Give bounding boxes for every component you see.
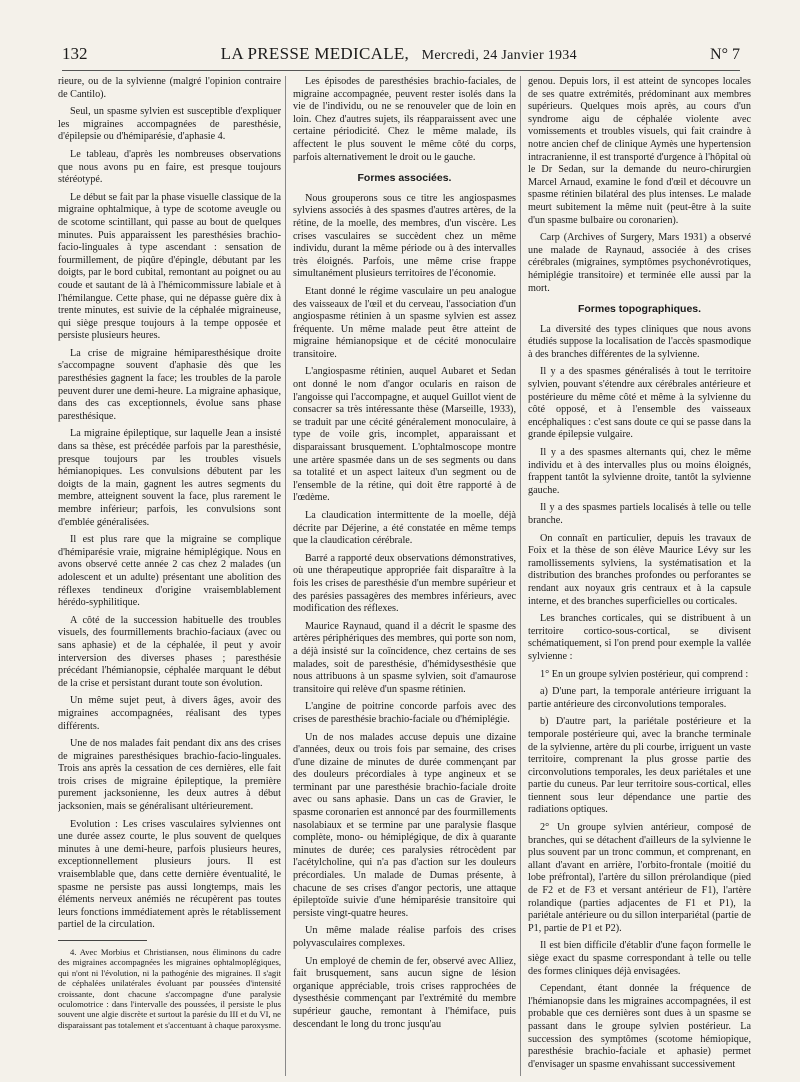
paragraph: Il est plus rare que la migraine se complique d'hémiparésie vraie, migraine hémiplégique. Nous en avons observé cette année 2 cas chez 2 malades (un adolescent et un adulte) présentant une abolition des réflexes tendineux d'origine vraisemblablement hérédo-syphilitique. bbox=[58, 534, 281, 609]
paragraph: genou. Depuis lors, il est atteint de syncopes locales de ses quatre extrémités, prédominant aux membres supérieurs. Quelques mois après, au cours d'un syndrome aigu de céphalée violente avec vomissements et troubles visuels, qui fait craindre à notre ancien chef de clinique Aymès une hypertension intracranienne, il est transporté d'urgence à l'hôpital où le Dr Sedan, sur la demande du neuro-chirurgien Marcel Arnaud, examine le fond d'œil et découvre un spasme rétinien bilatéral des plus intenses. Le malade meurt subitement la même nuit (peut-être à la suite d'un spasme bulbaire ou coronarien). bbox=[528, 76, 751, 226]
paragraph: Seul, un spasme sylvien est susceptible d'expliquer les migraines accompagnées de paresthésie, d'épilepsie ou d'hémiparésie, d'aphasie 4. bbox=[58, 106, 281, 143]
section-heading: Formes topographiques. bbox=[577, 303, 702, 316]
publication-title: LA PRESSE MEDICALE, bbox=[220, 44, 410, 63]
paragraph: Carp (Archives of Surgery, Mars 1931) a observé une malade de Raynaud, associée à des crises cérébrales (migraines, symptômes psychonévrotiques, hémiplégie transitoire) et terminée elle aussi par la mort. bbox=[528, 232, 751, 294]
paragraph: On connaît en particulier, depuis les travaux de Foix et la thèse de son élève Maurice Lévy sur les ramollissements sylviens, la systématisation et la distribution des branches profondes ou perforantes se rendant aux noyaux gris centraux et à la capsule interne, et des branches superficielles ou corticales. bbox=[528, 532, 751, 607]
paragraph: Un même malade réalise parfois des crises polyvasculaires complexes. bbox=[293, 925, 516, 949]
paragraph: Nous grouperons sous ce titre les angiospasmes sylviens associés à des spasmes d'autres artères, de la rétine, de la moelle, des membres, d'un viscère. Les crises vasculaires se succèdent chez un même individu, durant la même période ou à des intervalles très éloignés. Parfois, une même crise frappe simultanément plusieurs territoires de l'économie. bbox=[293, 192, 516, 280]
paragraph: 1° En un groupe sylvien postérieur, qui comprend : bbox=[540, 668, 749, 680]
masthead bbox=[221, 44, 577, 64]
paragraph: Maurice Raynaud, quand il a décrit le spasme des artères périphériques des membres, qui porte son nom, a déjà insisté sur la coïncidence, chez certains de ses malades, soit de paresthésie, d'hémidysesthésie que nous attribuons à un spasme sylvien, soit d'amaurose transitoire qui relève d'un spasme rétinien. bbox=[293, 620, 516, 695]
paragraph: Un de nos malades accuse depuis une dizaine d'années, deux ou trois fois par semaine, des crises d'une dizaine de minutes de durée commençant par des douleurs précordiales à type angineux et se terminant par une paresthésie brachio-faciale droite avec ou sans aphasie. Dans un cas de Gravier, le spasme coronarien est annoncé par des fourmillements nasolabiaux et se termine par une paralysie flasque complète, mono- ou hémiplégique, de dix à quarante minutes de durée; ces paralysies rétrocèdent par l'acétylcholine, qui n'a pas d'action sur les douleurs précordiales. Un malade de Dumas présente, à chacune de ses crises d'angor pectoris, une attaque épileptoïde suivie d'une hémiparésie transitoire qui persiste vingt-quatre heures. bbox=[293, 731, 516, 919]
paragraph: Il est bien difficile d'établir d'une façon formelle le siège exact du spasme correspondant à telle ou telle des formes cliniques déjà envisagées. bbox=[528, 940, 751, 977]
column-1 bbox=[58, 76, 281, 1076]
paragraph: Cependant, étant donnée la fréquence de l'hémianopsie dans les migraines accompagnées, il est probable que ces dernières sont dues à un spasme se passant dans le groupe sylvien postérieur. La succession des symptômes (scotome hémiopique, paresthésie brachio-faciale et aphasie) permet d'envisager un spasme envahissant successivement bbox=[528, 983, 751, 1070]
paragraph: Un même sujet peut, à divers âges, avoir des migraines accompagnées, réalisant des types différents. bbox=[58, 695, 281, 732]
paragraph: Les branches corticales, qui se distribuent à un territoire cortico-sous-cortical, se divisent schématiquement, si l'on prend pour exemple la vallée sylvienne : bbox=[528, 613, 751, 662]
footnote: 4. Avec Morbius et Christiansen, nous éliminons du cadre des migraines accompagnées les migraines ophtalmoplégiques, qui n'ont ni l'évolution, ni la pathogénie des migraines. Il s'agit de céphalées unilatérales évoluant par poussées d'intensité croissante, dont chacune s'accompagne d'une paralysie oculomotrice : dans l'intervalle des poussées, il persiste le plus souvent une algie discrète et surtout la parésie du III et du VI, ne disparaissant pas totalement et s'accentuant à chaque paroxysme. bbox=[58, 947, 281, 1030]
paragraph: a) D'une part, la temporale antérieure irriguant la partie antérieure des circonvolutions temporales. bbox=[528, 686, 751, 710]
paragraph: rieure, ou de la sylvienne (malgré l'opinion contraire de Cantilo). bbox=[58, 76, 281, 100]
paragraph: La migraine épileptique, sur laquelle Jean a insisté dans sa thèse, est précédée parfois par la paresthésie, presque toujours par les troubles visuels hémianopiques. Les convulsions débutent par les doigts de la main, gagnent les autres segments du membre, atteignent souvent la face, plus rarement le membre inférieur; parfois, les convulsions sont d'emblée généralisées. bbox=[58, 428, 281, 528]
paragraph: Une de nos malades fait pendant dix ans des crises de migraines paresthésiques brachio-facio-linguales. Trois ans après la cessation de ces dernières, elle fait trois crises de migraine épileptique, la première purement jacksonienne, les deux autres à début jacksonien, mais se généralisant ultérieurement. bbox=[58, 738, 281, 813]
paragraph: 2° Un groupe sylvien antérieur, composé de branches, qui se détachent d'ailleurs de la sylvienne le plus souvent par un tronc commun, et comprenant, en allant d'avant en arrière, l'orbito-frontale (moitié du lobe préfrontal), l'artère du sillon prérolandique (pied de F2 et de F3 et versant antérieur de F1), l'artère rolandique (parties adjacentes de F1 et P1), la pariétale antérieure ou du sillon interpariétal (partie de P1, partie de P1 et P2). bbox=[528, 822, 751, 934]
page-number: 132 bbox=[62, 44, 88, 63]
paragraph: Etant donné le régime vasculaire un peu analogue des vaisseaux de l'œil et du cerveau, l'association d'un angiospasme rétinien à un spasme sylvien est assez fréquente. Un même malade peut être atteint de migraine hémianopsique et de cécité monoculaire transitoire. bbox=[293, 285, 516, 360]
column-2 bbox=[293, 76, 516, 1076]
paragraph: La claudication intermittente de la moelle, déjà décrite par Déjerine, a été constatée en même temps que la claudication cérébrale. bbox=[293, 510, 516, 547]
footnote-divider bbox=[58, 940, 147, 941]
column-3 bbox=[528, 76, 751, 1076]
issue-date: Mercredi, 24 Janvier 1934 bbox=[421, 48, 577, 63]
paragraph: Il y a des spasmes alternants qui, chez le même individu et à des intervalles plus ou moins éloignés, frappent tantôt la sylvienne droite, tantôt la sylvienne gauche. bbox=[528, 447, 751, 496]
paragraph: Barré a rapporté deux observations démonstratives, où une thérapeutique appropriée fait disparaître à la fois les crises de paresthésie d'un membre supérieur et des parésies passagères des membres inférieurs, avec modification des réflexes. bbox=[293, 552, 516, 615]
paragraph: Le début se fait par la phase visuelle classique de la migraine ophtalmique, à type de scotome aveugle ou de scotome scintillant, qui passe au bout de quelques minutes. Puis apparaissent les paresthésies brachio-facio-linguales à type ascendant : sensation de fourmillement, de piqûre d'épingle, débutant par les doigts, par le bord cubital, remontant au poignet ou au coude et sautant de là à l'hémicommissure labiale et à l'hémilangue. Cette phase, qui ne dépasse guère dix à trente minutes, est suivie de la céphalée migraineuse, qui siège presque toujours à la tempe opposée et persiste plusieurs heures. bbox=[58, 191, 281, 342]
article-columns bbox=[58, 76, 751, 1076]
paragraph: La diversité des types cliniques que nous avons étudiés suppose la localisation de l'accès spasmodique à des branches différentes de la sylvienne. bbox=[528, 323, 751, 360]
issue-number: N° 7 bbox=[710, 46, 740, 63]
paragraph: Un employé de chemin de fer, observé avec Alliez, fait brusquement, sans aucun signe de lésion organique appréciable, trois crises rapprochées de dysesthésie commençant par l'extrémité du membre supérieur gauche, remontant à l'hémiface, puis descendant le long du tronc jusqu'au bbox=[293, 955, 516, 1030]
paragraph: Il y a des spasmes généralisés à tout le territoire sylvien, pouvant s'étendre aux cérébrales antérieure et postérieure du même côté et même à la sylvienne du côté opposé, et à l'ensemble des vaisseaux encéphaliques : c'est sans doute ce qui se passe dans la grande épilepsie vulgaire. bbox=[528, 366, 751, 441]
paragraph: Evolution : Les crises vasculaires sylviennes ont une durée assez courte, le plus souvent de quelques minutes à une demi-heure, parfois plusieurs heures, exceptionnellement plusieurs jours. Il est vraisemblable que, dans cette dernière éventualité, le spasme ne persiste pas aussi longtemps, mais les éléments nerveux anémiés ne récupèrent pas toutes leurs fonctions immédiatement après le rétablissement partiel de la circulation. bbox=[58, 818, 281, 931]
paragraph: Les épisodes de paresthésies brachio-faciales, de migraine accompagnée, peuvent rester isolés dans la vie de l'individu, ou ne se renouveler que de loin en loin. Chez d'autres sujets, ils réapparaissent avec une certaine périodicité. Chez le même malade, ils affectent le plus souvent le même côté du corps, parfois alternativement le droit ou le gauche. bbox=[293, 76, 516, 163]
paragraph: La crise de migraine hémiparesthésique droite s'accompagne souvent d'aphasie dès que les paresthésies gagnent la face; les troubles de la parole peuvent durer une demi-heure. La migraine aphasique, dans des cas exceptionnels, évolue sans phase paresthésique. bbox=[58, 347, 281, 422]
paragraph: L'angine de poitrine concorde parfois avec des crises de paresthésie brachio-faciale ou d'hémiplégie. bbox=[293, 701, 516, 725]
paragraph: Il y a des spasmes partiels localisés à telle ou telle branche. bbox=[528, 502, 751, 526]
paragraph: L'angiospasme rétinien, auquel Aubaret et Sedan ont donné le nom d'angor ocularis en raison de l'angoisse qui l'accompagne, et auquel Guillot vient de consacrer sa très intéressante thèse (Marseille, 1933), se traduit par une cécité généralement monoculaire, à type de voile gris, incomplet, apparaissant et disparaissant brusquement. L'ophtalmoscope montre une artère spasmée dans un de ses segments ou dans sa totalité et un aspect laiteux d'un segment ou de l'ensemble de la rétine, qui doit être rapporté à de l'œdème. bbox=[293, 366, 516, 504]
paragraph: Le tableau, d'après les nombreuses observations que nous avons pu en faire, est presque toujours stéréotypé. bbox=[58, 148, 281, 186]
paragraph: b) D'autre part, la pariétale postérieure et la temporale postérieure qui, avec la branche terminale de la sylvienne, artère du pli courbe, irriguent un vaste territoire, comprenant la plus grosse partie des circonvolutions temporales, les deux pariétales et une partie du cuneus. Par leur territoire sous-cortical, elles tiennent sous leur dépendance une partie des radiations optiques. bbox=[528, 716, 751, 816]
paragraph: A côté de la succession habituelle des troubles visuels, des fourmillements brachio-faciaux (avec ou sans aphasie) et de la céphalée, il peut y avoir interversion des diverses phases ; paresthésie précédant l'hémianopsie, céphalée marquant le début de la crise et persistant durant toute son évolution. bbox=[58, 614, 281, 689]
section-heading: Formes associées. bbox=[357, 172, 452, 185]
page-header bbox=[62, 44, 740, 71]
